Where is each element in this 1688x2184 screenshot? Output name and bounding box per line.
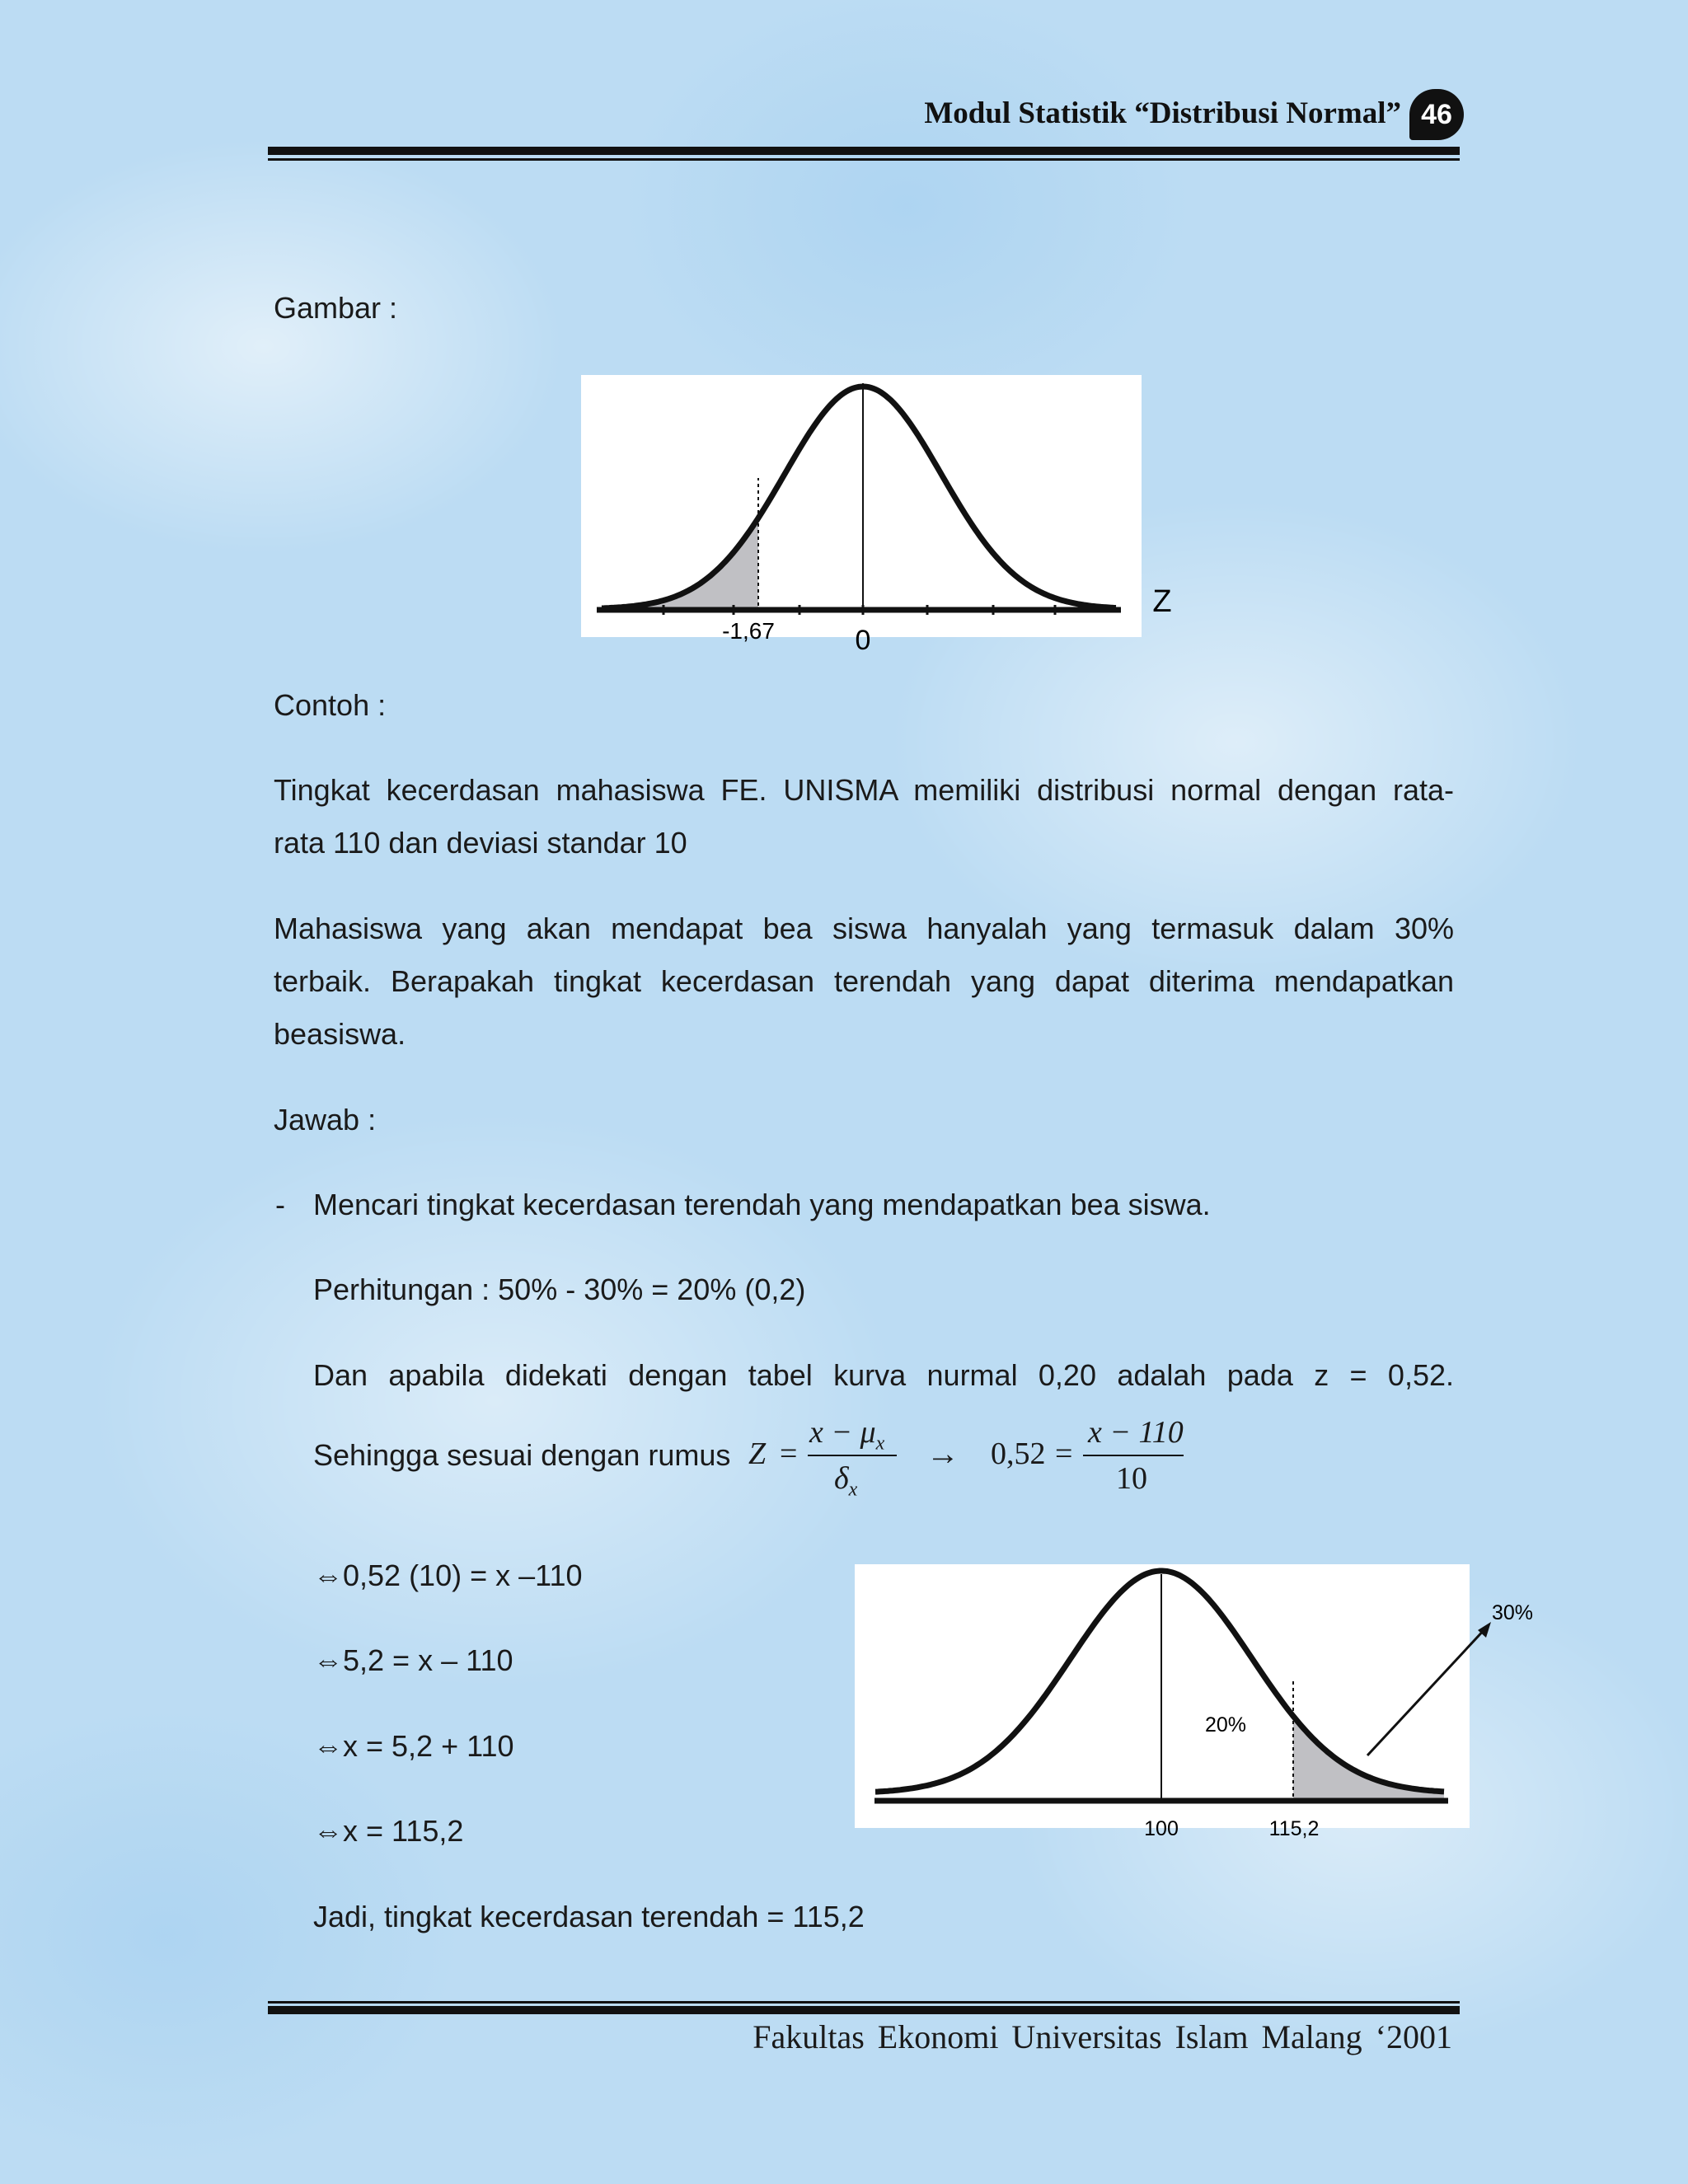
paragraph-1-line-1: Tingkat kecerdasan mahasiswa FE. UNISMA memiliki distribusi normal dengan rata- <box>274 773 1454 807</box>
normal-curve-line-2 <box>875 1571 1444 1792</box>
right-tail-shaded-area <box>1293 1716 1444 1799</box>
tick-label-100: 100 <box>1144 1817 1179 1840</box>
formula-fraction-bar-2 <box>1083 1455 1184 1456</box>
conclusion: Jadi, tingkat kecerdasan terendah = 115,2 <box>313 1900 865 1933</box>
formula-numerator: $x - \mu_x$ <box>809 1415 885 1455</box>
gambar-label: Gambar : <box>274 291 398 325</box>
formula-z: Z <box>748 1436 767 1471</box>
normal-curve-line <box>602 387 1116 608</box>
jawab-label: Jawab : <box>274 1103 377 1137</box>
z-axis-label: Z <box>1152 584 1172 619</box>
formula-denominator: $\delta_x$ <box>834 1461 858 1501</box>
perhitungan-line: Perhitungan : 50% - 30% = 20% (0,2) <box>313 1272 806 1306</box>
footer-text: Fakultas Ekonomi Universitas Islam Malang ‘2001 <box>753 2018 1452 2055</box>
bullet-dash: - <box>275 1188 285 1221</box>
step-2: ⇔5,2 = x – 110 <box>313 1643 513 1677</box>
formula-eq2: = <box>1055 1436 1073 1471</box>
step-1: ⇔0,52 (10) = x –110 <box>313 1558 583 1592</box>
area-label-20: 20% <box>1204 1713 1247 1736</box>
tick-label-115: 115,2 <box>1268 1817 1320 1840</box>
formula-lhs2: 0,52 <box>991 1436 1046 1471</box>
normal-curve-figure-1-svg <box>581 375 1207 655</box>
paragraph-2-line-2: terbaik. Berapakah tingkat kecerdasan terendah yang dapat diterima mendapatkan <box>274 964 1454 998</box>
tick-label-zero: 0 <box>855 625 871 655</box>
header-rule-thick <box>268 147 1460 155</box>
formula-denominator2: 10 <box>1116 1461 1147 1496</box>
pointer-arrow-line <box>1367 1627 1487 1755</box>
tabel-line: Dan apabila didekati dengan tabel kurva nurmal 0,20 adalah pada z = 0,52. <box>313 1358 1454 1392</box>
rumus-prefix: Sehingga sesuai dengan rumus <box>313 1438 731 1472</box>
formula-fraction-bar <box>808 1455 897 1456</box>
contoh-label: Contoh : <box>274 688 387 722</box>
area-label-30: 30% <box>1491 1601 1534 1624</box>
paragraph-2-line-3: beasiswa. <box>274 1017 406 1051</box>
step-4: ⇔x = 115,2 <box>313 1814 464 1848</box>
tick-label-neg: -1,67 <box>722 618 775 644</box>
formula-arrow: → <box>926 1435 959 1472</box>
page-number-badge: 46 <box>1409 89 1464 140</box>
header-title: Modul Statistik “Distribusi Normal” <box>924 96 1401 130</box>
formula-eq: = <box>780 1436 798 1471</box>
normal-curve-figure-2-svg <box>855 1564 1547 1844</box>
formula-numerator2: x − 110 <box>1088 1415 1184 1450</box>
step-3: ⇔x = 5,2 + 110 <box>313 1729 514 1763</box>
footer-rule-thick <box>268 2006 1460 2014</box>
paragraph-2-line-1: Mahasiswa yang akan mendapat bea siswa hanyalah yang termasuk dalam 30% <box>274 912 1454 945</box>
footer-rule-thin <box>268 2001 1460 2004</box>
paragraph-1-line-2: rata 110 dan deviasi standar 10 <box>274 826 687 860</box>
header-rule-thin <box>268 158 1460 161</box>
bullet-text: Mencari tingkat kecerdasan terendah yang mendapatkan bea siswa. <box>313 1188 1211 1221</box>
